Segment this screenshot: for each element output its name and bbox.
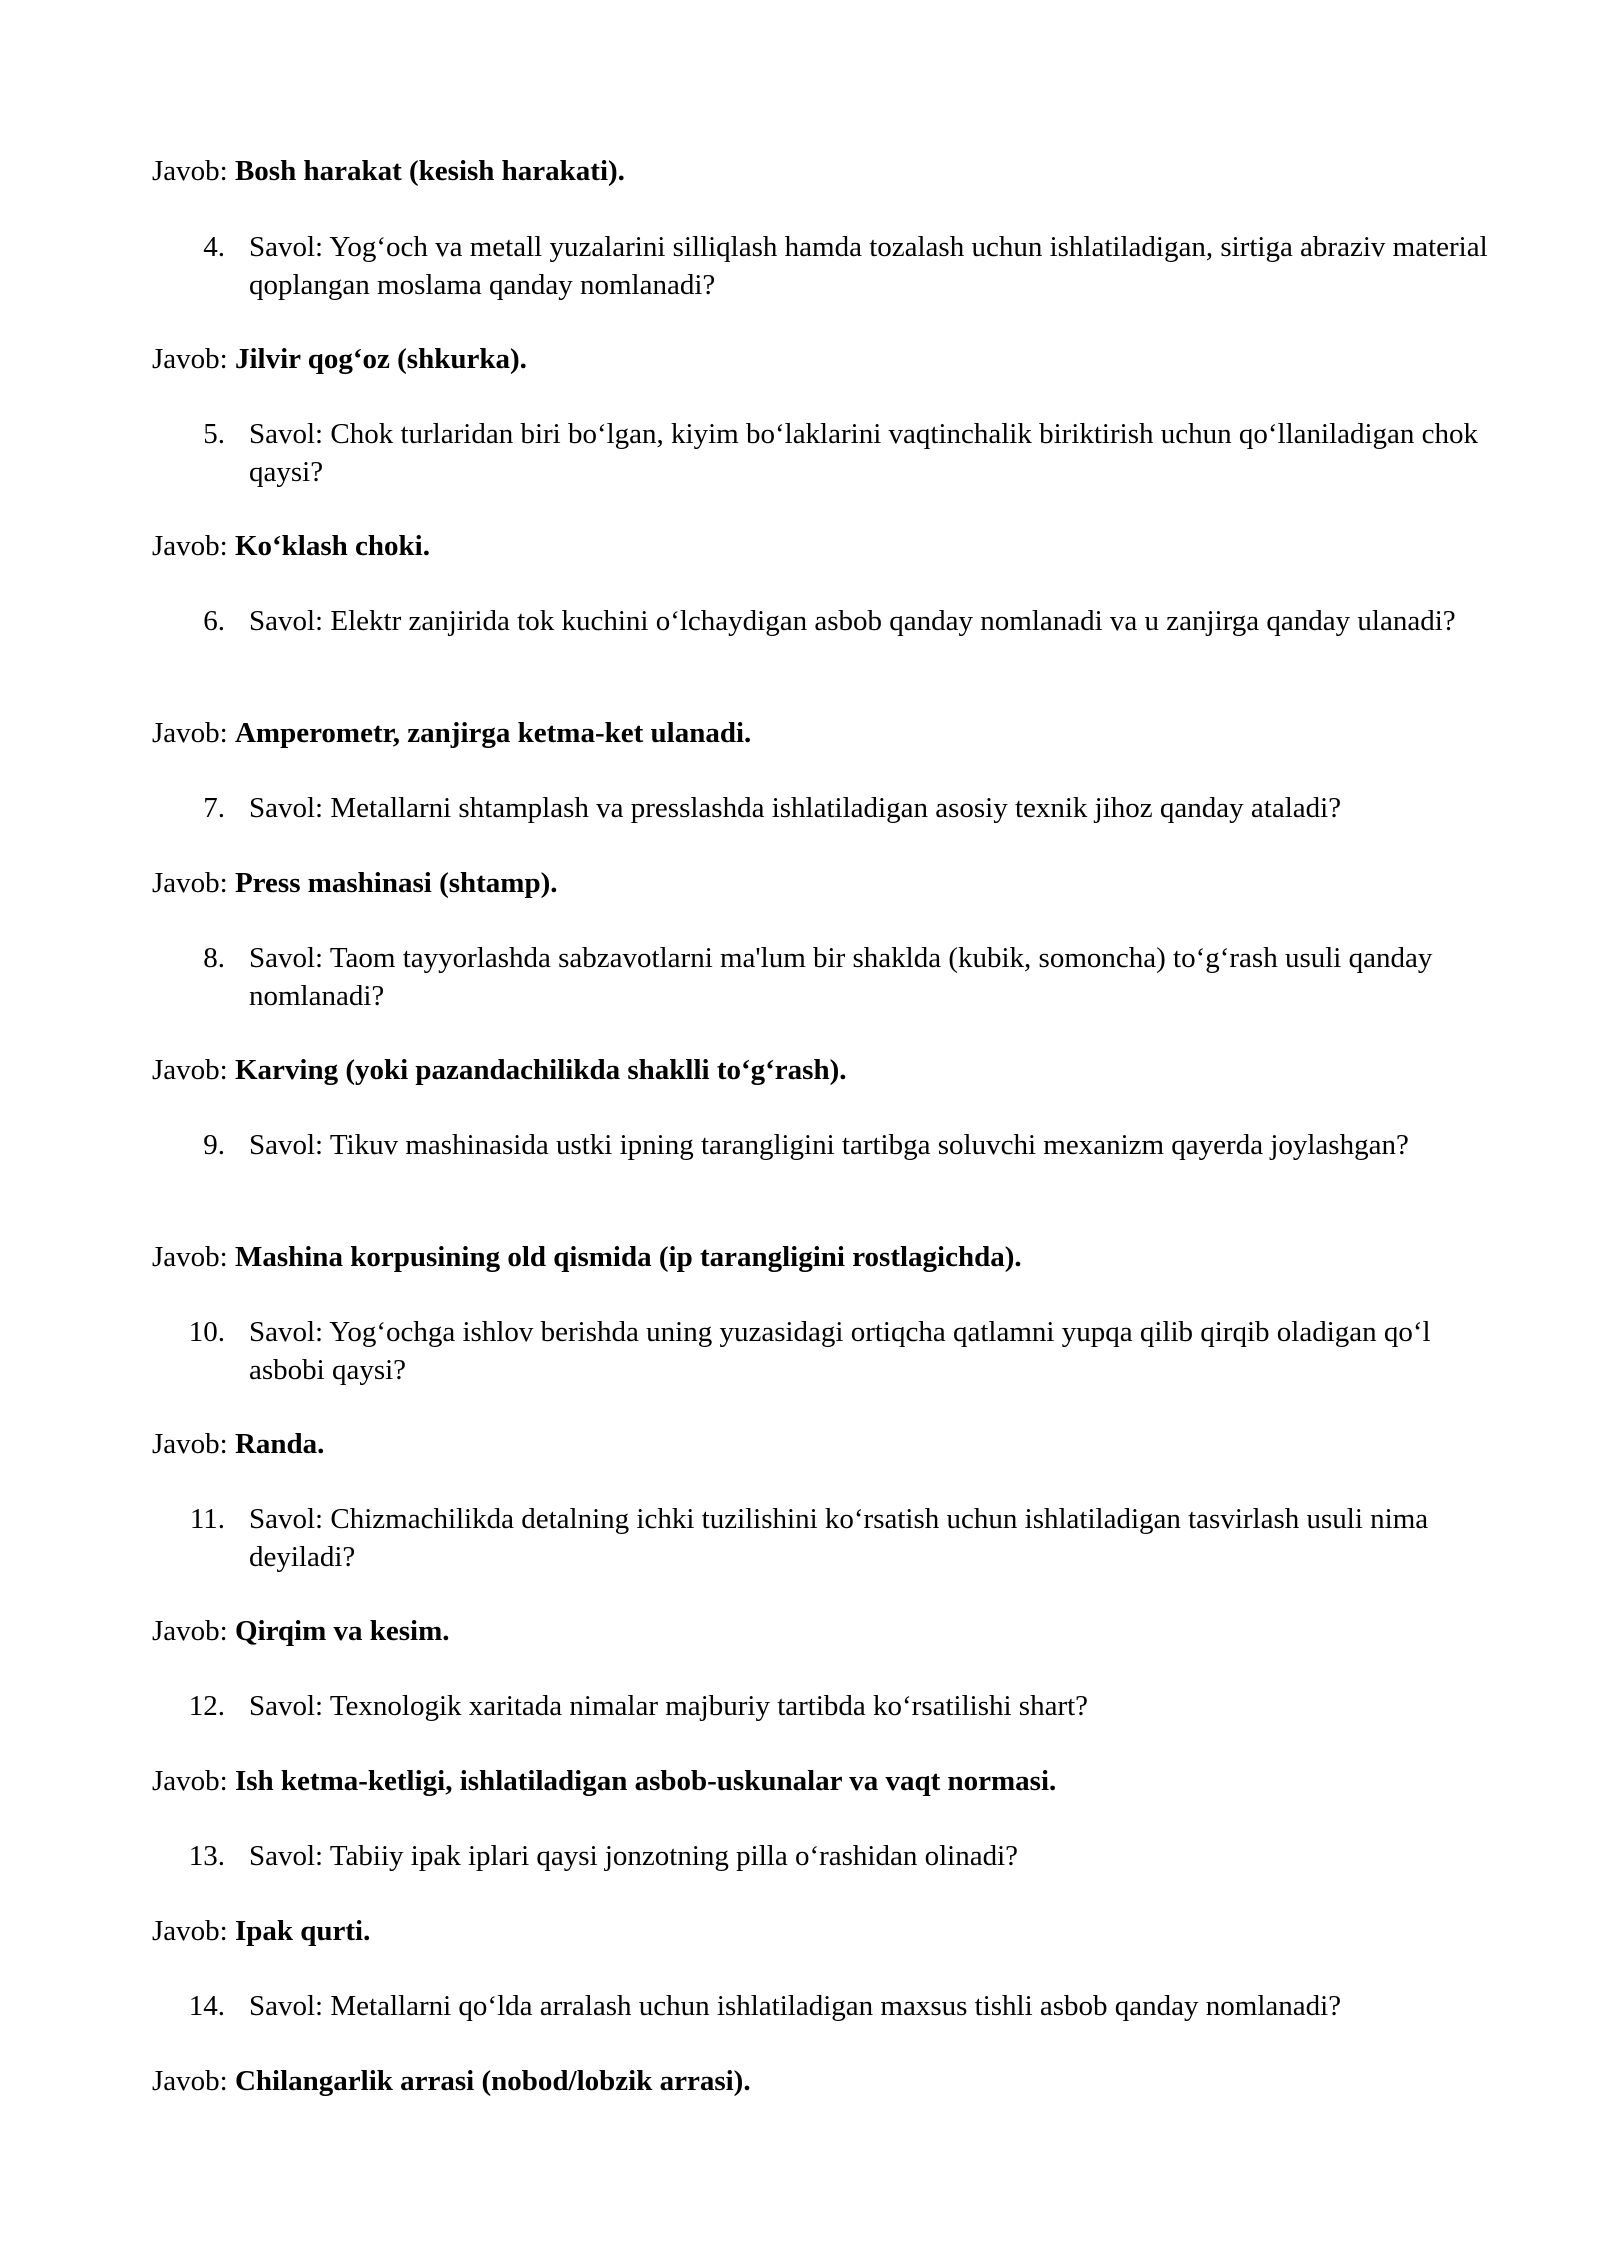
answer-line bbox=[152, 152, 625, 190]
question-label: Savol: bbox=[249, 1129, 324, 1161]
question-number: 11. bbox=[189, 1503, 225, 1535]
question-text bbox=[249, 1837, 1499, 1875]
answer-text: Bosh harakat (kesish harakati). bbox=[234, 155, 625, 187]
answer-text: Mashina korpusining old qismida (ip tarangligini rostlagichda). bbox=[234, 1241, 1022, 1273]
answer-line bbox=[152, 1051, 847, 1089]
answer-line bbox=[152, 1762, 1056, 1800]
answer-line bbox=[152, 527, 430, 565]
question-body: Yog‘och va metall yuzalarini silliqlash hamda tozalash uchun ishlatiladigan, sirtiga abraziv material qoplangan moslama qanday nomlanadi? bbox=[249, 231, 1488, 301]
answer-text: Amperometr, zanjirga ketma-ket ulanadi. bbox=[234, 717, 752, 749]
answer-label: Javob: bbox=[152, 2065, 228, 2097]
question-number: 4. bbox=[203, 231, 225, 263]
question-text bbox=[249, 1687, 1499, 1725]
question-text bbox=[249, 939, 1499, 1015]
answer-line bbox=[152, 864, 558, 902]
answer-line bbox=[152, 340, 527, 378]
question-body: Metallarni qo‘lda arralash uchun ishlatiladigan maxsus tishli asbob qanday nomlanadi? bbox=[330, 1990, 1342, 2022]
question-label: Savol: bbox=[249, 605, 324, 637]
answer-text: Chilangarlik arrasi (nobod/lobzik arrasi). bbox=[234, 2065, 751, 2097]
question-number: 7. bbox=[203, 792, 225, 824]
answer-line bbox=[152, 2062, 751, 2100]
question-number: 13. bbox=[188, 1840, 225, 1872]
question-label: Savol: bbox=[249, 231, 324, 263]
answer-text: Qirqim va kesim. bbox=[234, 1615, 450, 1647]
question-text bbox=[249, 1126, 1499, 1164]
answer-text: Jilvir qog‘oz (shkurka). bbox=[234, 343, 527, 375]
answer-label: Javob: bbox=[152, 343, 228, 375]
answer-label: Javob: bbox=[152, 530, 228, 562]
question-text bbox=[249, 789, 1499, 827]
question-number: 14. bbox=[188, 1990, 225, 2022]
question-label: Savol: bbox=[249, 1503, 324, 1535]
question-label: Savol: bbox=[249, 942, 324, 974]
answer-text: Randa. bbox=[234, 1428, 325, 1460]
question-text bbox=[249, 415, 1499, 491]
question-number: 8. bbox=[203, 942, 225, 974]
answer-line bbox=[152, 1612, 450, 1650]
answer-line bbox=[152, 1912, 370, 1950]
question-number: 12. bbox=[188, 1690, 225, 1722]
answer-label: Javob: bbox=[152, 717, 228, 749]
answer-text: Press mashinasi (shtamp). bbox=[234, 867, 558, 899]
answer-label: Javob: bbox=[152, 867, 228, 899]
question-text bbox=[249, 1313, 1499, 1389]
answer-line bbox=[152, 1425, 324, 1463]
question-body: Tikuv mashinasida ustki ipning tarangligini tartibga soluvchi mexanizm qayerda joylashgan? bbox=[329, 1129, 1409, 1161]
question-label: Savol: bbox=[249, 1316, 324, 1348]
question-label: Savol: bbox=[249, 792, 324, 824]
answer-label: Javob: bbox=[152, 155, 228, 187]
answer-text: Ish ketma-ketligi, ishlatiladigan asbob-uskunalar va vaqt normasi. bbox=[234, 1765, 1057, 1797]
answer-label: Javob: bbox=[152, 1241, 228, 1273]
answer-line bbox=[152, 714, 751, 752]
answer-text: Ko‘klash choki. bbox=[234, 530, 430, 562]
question-body: Yog‘ochga ishlov berishda uning yuzasidagi ortiqcha qatlamni yupqa qilib qirqib oladigan qo‘l asbobi qaysi? bbox=[249, 1316, 1431, 1386]
question-body: Chizmachilikda detalning ichki tuzilishini ko‘rsatish uchun ishlatiladigan tasvirlash usuli nima deyiladi? bbox=[249, 1503, 1429, 1573]
question-text bbox=[249, 602, 1499, 640]
answer-line bbox=[152, 1238, 1022, 1276]
answer-label: Javob: bbox=[152, 1054, 228, 1086]
question-body: Elektr zanjirida tok kuchini o‘lchaydigan asbob qanday nomlanadi va u zanjirga qanday ulanadi? bbox=[330, 605, 1456, 637]
question-number: 9. bbox=[203, 1129, 225, 1161]
question-text bbox=[249, 1987, 1499, 2025]
question-body: Chok turlaridan biri bo‘lgan, kiyim bo‘laklarini vaqtinchalik biriktirish uchun qo‘llaniladigan chok qaysi? bbox=[249, 418, 1479, 488]
question-text bbox=[249, 228, 1499, 304]
question-label: Savol: bbox=[249, 1690, 324, 1722]
question-text bbox=[249, 1500, 1499, 1576]
question-body: Taom tayyorlashda sabzavotlarni ma'lum bir shaklda (kubik, somoncha) to‘g‘rash usuli qanday nomlanadi? bbox=[249, 942, 1433, 1012]
question-number: 5. bbox=[203, 418, 225, 450]
answer-label: Javob: bbox=[152, 1915, 228, 1947]
answer-text: Ipak qurti. bbox=[234, 1915, 371, 1947]
question-body: Texnologik xaritada nimalar majburiy tartibda ko‘rsatilishi shart? bbox=[329, 1690, 1089, 1722]
question-body: Tabiiy ipak iplari qaysi jonzotning pilla o‘rashidan olinadi? bbox=[329, 1840, 1019, 1872]
question-label: Savol: bbox=[249, 418, 324, 450]
question-number: 6. bbox=[203, 605, 225, 637]
question-label: Savol: bbox=[249, 1840, 324, 1872]
answer-label: Javob: bbox=[152, 1765, 228, 1797]
question-body: Metallarni shtamplash va presslashda ishlatiladigan asosiy texnik jihoz qanday ataladi? bbox=[330, 792, 1342, 824]
answer-text: Karving (yoki pazandachilikda shaklli to‘g‘rash). bbox=[234, 1054, 847, 1086]
answer-label: Javob: bbox=[152, 1428, 228, 1460]
question-number: 10. bbox=[188, 1316, 225, 1348]
answer-label: Javob: bbox=[152, 1615, 228, 1647]
question-label: Savol: bbox=[249, 1990, 324, 2022]
